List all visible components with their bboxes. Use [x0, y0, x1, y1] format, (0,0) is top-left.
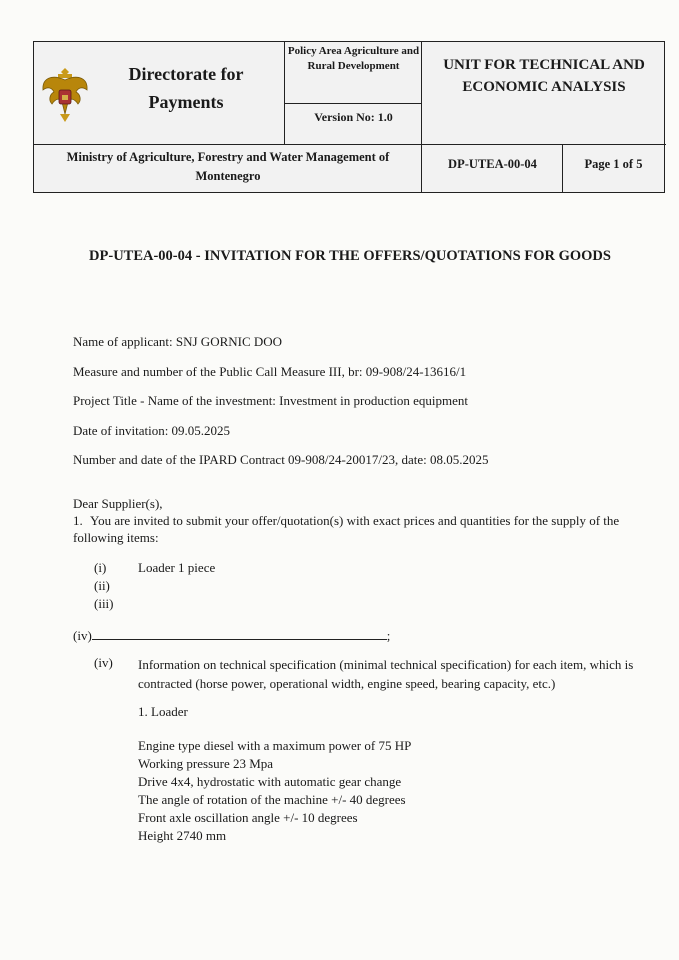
salutation: Dear Supplier(s),: [73, 496, 163, 511]
loader-spec-list: [138, 737, 411, 845]
directorate-title: Directorate for Payments: [128, 64, 244, 112]
loader-heading: 1. Loader: [138, 704, 188, 719]
unit-cell: [422, 42, 666, 145]
page-number-cell: [563, 145, 664, 192]
blank-item-label: (iv): [73, 628, 92, 643]
item-i-text: Loader 1 piece: [138, 560, 216, 575]
ministry-name: Ministry of Agriculture, Forestry and Water Management of Montenegro: [66, 150, 390, 183]
roman-numeral-ii: (ii): [94, 578, 110, 593]
spec-line: Engine type diesel with a maximum power of 75 HP: [138, 738, 412, 753]
numbered-item-1: [73, 512, 643, 546]
spec-line: Front axle oscillation angle +/- 10 degrees: [138, 810, 358, 825]
unit-title: UNIT FOR TECHNICAL AND ECONOMIC ANALYSIS: [443, 57, 645, 95]
policy-area-cell: [285, 42, 422, 104]
version-text: Version No: 1.0: [314, 110, 393, 124]
item-number: 1.: [73, 513, 83, 528]
item-iv-text: Information on technical specification (minimal technical specification) for each item, which is contracted (horse power, operational width, engine speed, bearing capacity, etc.): [138, 657, 634, 691]
applicant-name: Name of applicant: SNJ GORNIC DOO: [73, 334, 283, 349]
spec-line: Height 2740 mm: [138, 828, 227, 843]
header-table: [33, 41, 665, 193]
invitation-date: Date of invitation: 09.05.2025: [73, 423, 231, 438]
project-title: Project Title - Name of the investment: Investment in production equipment: [73, 393, 468, 408]
doc-code-cell: [422, 145, 563, 192]
blank-item-iv: [73, 628, 390, 644]
document-title: DP-UTEA-00-04 - INVITATION FOR THE OFFERS/QUOTATIONS FOR GOODS: [89, 248, 611, 264]
blank-item-end: ;: [386, 628, 391, 643]
roman-numeral-iii: (iii): [94, 596, 114, 611]
doc-code: DP-UTEA-00-04: [448, 157, 537, 171]
ministry-cell: [34, 145, 422, 192]
directorate-cell: [34, 42, 285, 145]
spec-line: Drive 4x4, hydrostatic with automatic gear change: [138, 774, 402, 789]
measure-number: Measure and number of the Public Call Measure III, br: 09-908/24-13616/1: [73, 364, 467, 379]
page-number: Page 1 of 5: [584, 157, 643, 171]
item-text: You are invited to submit your offer/quotation(s) with exact prices and quantities for the supply of the following items:: [73, 513, 620, 545]
spec-line: Working pressure 23 Mpa: [138, 756, 274, 771]
montenegro-coat-of-arms-icon: [40, 64, 90, 124]
policy-area-text: Policy Area Agriculture and Rural Development: [287, 45, 420, 72]
blank-line: [92, 628, 387, 640]
item-iv-label: (iv): [94, 655, 113, 670]
roman-numeral-i: (i): [94, 560, 107, 575]
spec-line: The angle of rotation of the machine +/- 40 degrees: [138, 792, 406, 807]
contract-number: Number and date of the IPARD Contract 09-908/24-20017/23, date: 08.05.2025: [73, 452, 489, 467]
